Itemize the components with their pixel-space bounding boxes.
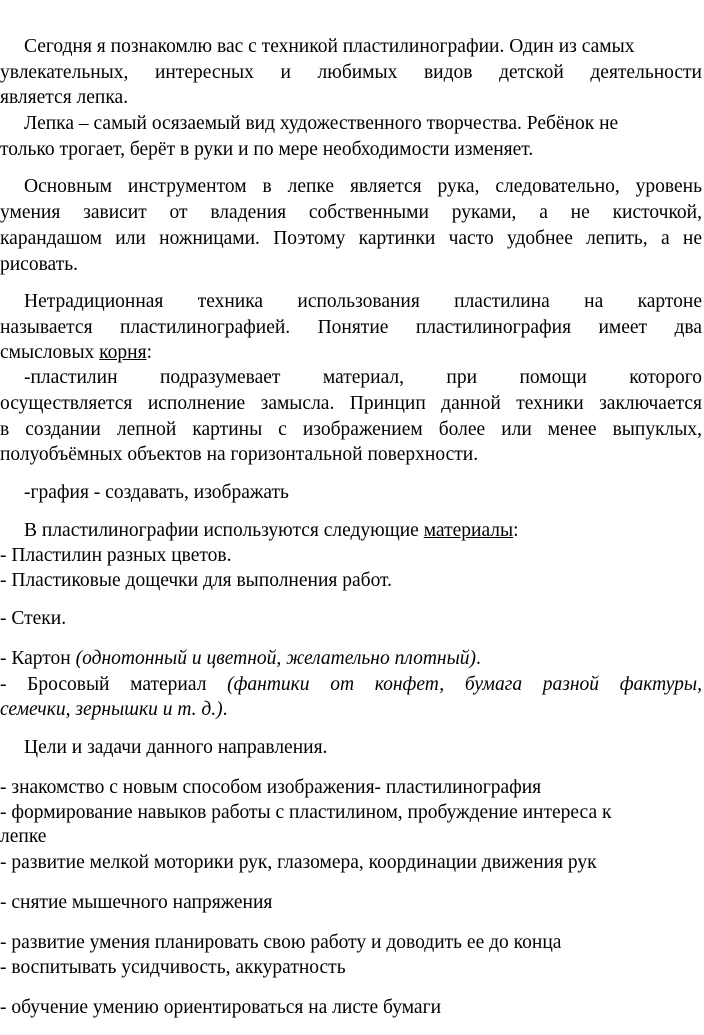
p3-line4: рисовать. — [0, 254, 78, 275]
roots-underlined: корня — [99, 342, 147, 363]
p5-line1: -пластилин подразумевает материал, при помощи которого — [24, 367, 702, 388]
p5-line2: осуществляется исполнение замысла. Принцип данной техники заключается — [0, 393, 702, 414]
p3-line3: карандашом или ножницами. Поэтому картинки часто удобнее лепить, а не — [0, 228, 702, 249]
goal-item: - воспитывать усидчивость, аккуратность — [0, 957, 346, 978]
goal-item: - обучение умению ориентироваться на листе бумаги — [0, 997, 442, 1018]
materials-underlined: материалы — [423, 520, 514, 541]
material-item: - Пластиковые дощечки для выполнения работ. — [0, 570, 392, 591]
p5-line3: в создании лепной картины с изображением более или менее выпуклых, — [0, 419, 702, 440]
material-item: - Картон (однотонный и цветной, желательно плотный). — [0, 648, 481, 669]
goals-title: Цели и задачи данного направления. — [24, 737, 328, 758]
p1-line2: увлекательных, интересных и любимых видов детской деятельности — [0, 62, 702, 83]
grafia-line: -графия - создавать, изображать — [24, 482, 289, 503]
p2-line2: только трогает, берёт в руки и по мере необходимости изменяет. — [0, 139, 534, 160]
material-item: - Бросовый материал (фантики от конфет, бумага разной фактуры, — [0, 674, 702, 695]
material-item: - Пластилин разных цветов. — [0, 545, 232, 566]
goal-item: - развитие мелкой моторики рук, глазомера, координации движения рук — [0, 852, 597, 873]
p4-line1: Нетрадиционная техника использования пластилина на картоне — [24, 291, 702, 312]
goal-item: - знакомство с новым способом изображения- пластилинография — [0, 777, 542, 798]
p3-line2: умения зависит от владения собственными руками, а не кисточкой, — [0, 202, 702, 223]
p1-line3: является лепка. — [0, 87, 129, 108]
p1-line1: Сегодня я познакомлю вас с техникой пластилинографии. Один из самых — [24, 36, 635, 57]
goal-item: - развитие умения планировать свою работу и доводить ее до конца — [0, 932, 562, 953]
p5-line4: полуобъёмных объектов на горизонтальной поверхности. — [0, 444, 479, 465]
p4-line2: называется пластилинографией. Понятие пластилинография имеет два — [0, 317, 702, 338]
p2-line1: Лепка – самый осязаемый вид художественного творчества. Ребёнок не — [24, 113, 619, 134]
goal-item: - снятие мышечного напряжения — [0, 892, 273, 913]
material-item: - Стеки. — [0, 608, 67, 629]
p4-line3: смысловых корня: — [0, 342, 152, 363]
goal-item: - формирование навыков работы с пластилином, пробуждение интереса к — [0, 802, 612, 823]
goal-item-cont: лепке — [0, 826, 47, 847]
p3-line1: Основным инструментом в лепке является рука, следовательно, уровень — [24, 176, 702, 197]
materials-intro: В пластилинографии используются следующие материалы: — [24, 520, 519, 541]
material-item-cont: семечки, зернышки и т. д.). — [0, 699, 228, 720]
